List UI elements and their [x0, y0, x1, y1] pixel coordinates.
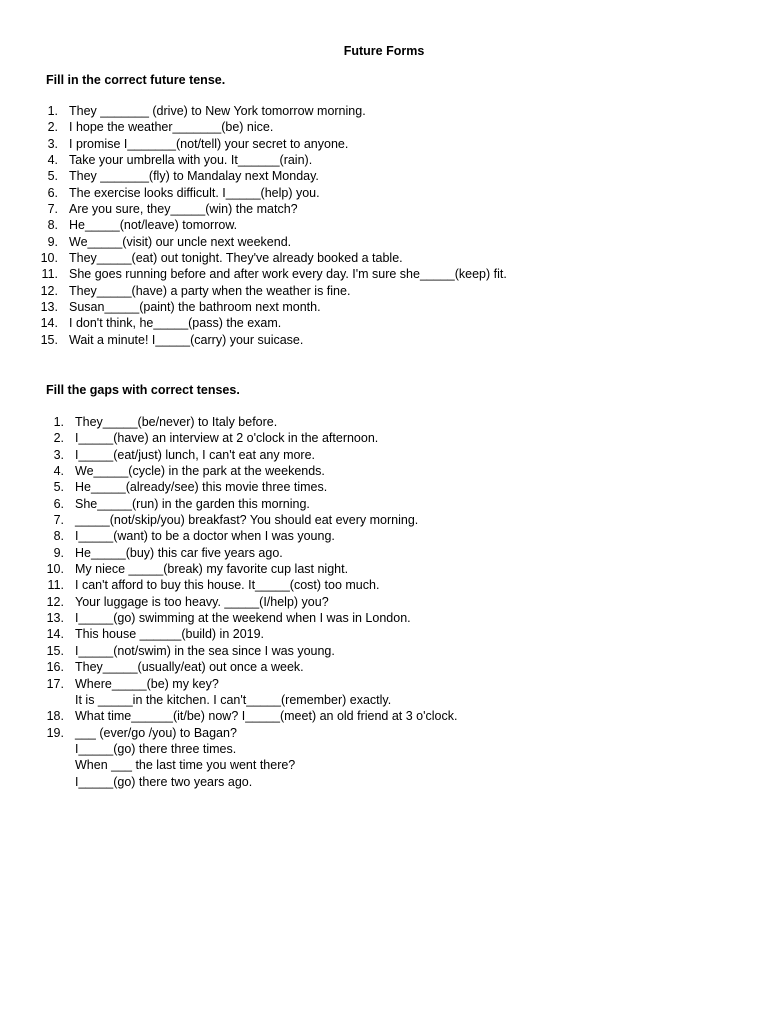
section1-heading: Fill in the correct future tense.	[46, 73, 226, 87]
item-text: What time______(it/be) now? I_____(meet) an old friend at 3 o'clock.	[75, 709, 458, 724]
item-number: 2.	[47, 120, 58, 135]
item-number: 15.	[40, 332, 58, 347]
item-number: 15.	[46, 643, 64, 658]
item-number: 8.	[53, 529, 64, 544]
item-number: 9.	[53, 545, 64, 560]
item-text: He_____(buy) this car five years ago.	[75, 545, 283, 560]
item-number: 7.	[47, 202, 58, 217]
item-number: 16.	[46, 660, 64, 675]
item-text: She_____(run) in the garden this morning.	[75, 496, 310, 511]
item-text: _____(not/skip/you) breakfast? You should eat every morning.	[75, 513, 419, 528]
item-text: He_____(not/leave) tomorrow.	[69, 218, 238, 233]
item-number: 1.	[47, 104, 58, 118]
item-number: 13.	[46, 611, 64, 626]
item-text: Are you sure, they_____(win) the match?	[69, 202, 298, 217]
item-text: I_____(go) there three times.	[75, 741, 237, 756]
document-title: Future Forms	[343, 44, 425, 58]
item-number: 11.	[47, 578, 64, 593]
item-number: 2.	[53, 431, 64, 446]
item-text: Wait a minute! I_____(carry) your suicase.	[69, 332, 304, 347]
item-text: They_____(eat) out tonight. They've already booked a table.	[69, 251, 403, 266]
item-number: 10.	[40, 251, 58, 266]
item-number: 19.	[46, 725, 64, 740]
item-text: I_____(eat/just) lunch, I can't eat any more.	[75, 447, 316, 462]
item-number: 12.	[46, 594, 64, 609]
item-number: 14.	[46, 627, 64, 642]
item-number: 12.	[40, 283, 58, 298]
item-text: I hope the weather_______(be) nice.	[69, 120, 274, 135]
item-text: This house ______(build) in 2019.	[75, 627, 265, 642]
item-text: Your luggage is too heavy. _____(I/help) you?	[75, 594, 329, 609]
item-number: 4.	[53, 464, 64, 479]
item-text: They_____(have) a party when the weather is fine.	[69, 283, 351, 298]
item-number: 5.	[53, 480, 64, 495]
item-text: I_____(have) an interview at 2 o'clock in the afternoon.	[75, 431, 379, 446]
item-number: 13.	[40, 300, 58, 315]
item-number: 5.	[47, 169, 58, 184]
item-text: Susan_____(paint) the bathroom next month.	[69, 300, 321, 315]
item-number: 3.	[47, 136, 58, 151]
item-text: They _______(fly) to Mandalay next Monday.	[69, 169, 319, 184]
item-number: 14.	[40, 316, 58, 331]
item-number: 11.	[41, 267, 58, 282]
item-text: I can't afford to buy this house. It_____(cost) too much.	[75, 578, 380, 593]
item-number: 3.	[53, 447, 64, 462]
item-text: She goes running before and after work every day. I'm sure she_____(keep) fit.	[69, 267, 507, 282]
item-text: I_____(not/swim) in the sea since I was young.	[75, 643, 335, 658]
item-text: ___ (ever/go /you) to Bagan?	[75, 725, 237, 740]
item-text: They_____(usually/eat) out once a week.	[75, 660, 304, 675]
item-text: They_____(be/never) to Italy before.	[75, 415, 278, 429]
item-number: 8.	[47, 218, 58, 233]
item-number: 4.	[47, 153, 58, 168]
item-text: When ___ the last time you went there?	[75, 758, 296, 773]
item-number: 10.	[46, 562, 64, 577]
item-text: I promise I_______(not/tell) your secret to anyone.	[69, 136, 349, 151]
item-text: My niece _____(break) my favorite cup last night.	[75, 562, 349, 577]
section2-heading: Fill the gaps with correct tenses.	[46, 383, 240, 397]
item-text: Take your umbrella with you. It______(rain).	[69, 153, 313, 168]
item-text: I don't think, he_____(pass) the exam.	[69, 316, 282, 331]
item-text: I_____(want) to be a doctor when I was young.	[75, 529, 335, 544]
item-text: The exercise looks difficult. I_____(help) you.	[69, 185, 320, 200]
item-number: 1.	[53, 415, 64, 429]
item-text: Where_____(be) my key?	[75, 676, 219, 691]
item-text: I_____(go) swimming at the weekend when I was in London.	[75, 611, 411, 626]
item-text: He_____(already/see) this movie three times.	[75, 480, 328, 495]
item-number: 6.	[53, 496, 64, 511]
item-number: 17.	[46, 676, 64, 691]
item-number: 6.	[47, 185, 58, 200]
item-number: 9.	[47, 234, 58, 249]
item-number: 7.	[53, 513, 64, 528]
item-number: 18.	[46, 709, 64, 724]
item-text: It is _____in the kitchen. I can't_____(remember) exactly.	[75, 692, 392, 707]
item-text: I_____(go) there two years ago.	[75, 774, 253, 789]
item-text: They _______ (drive) to New York tomorrow morning.	[69, 104, 366, 118]
item-text: We_____(cycle) in the park at the weekends.	[75, 464, 325, 479]
item-text: We_____(visit) our uncle next weekend.	[69, 234, 292, 249]
